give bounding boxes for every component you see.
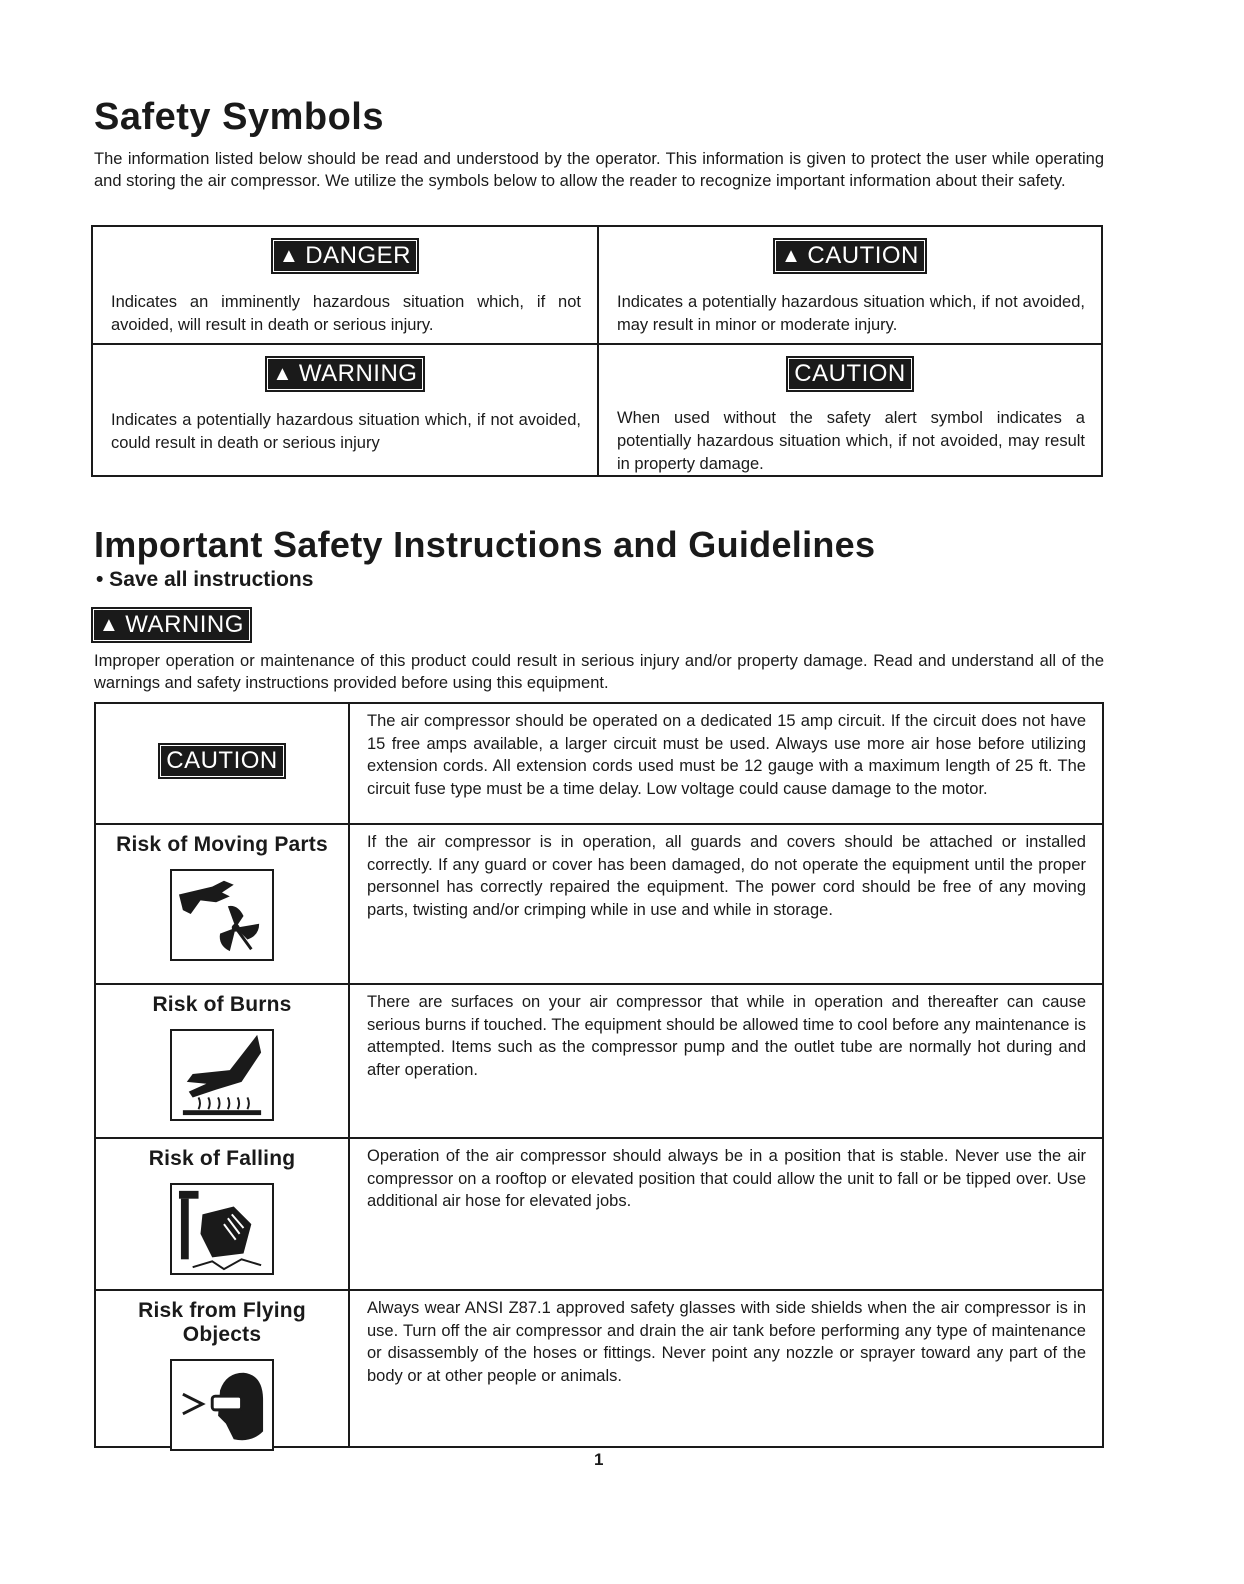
row-label: Risk of Burns [152, 993, 292, 1016]
row-label-cell [96, 825, 350, 983]
table-row [96, 704, 1102, 825]
safety-symbols-intro: The information listed below should be read and understood by the operator. This information is given to protect the user while operating and storing the air compressor. We utilize the symbols below to allow the reader to recognize important information about their safety. [94, 150, 1104, 190]
safety-symbols-title: Safety Symbols [94, 96, 384, 138]
guidelines-warning-badge [94, 610, 249, 640]
row-label-cell [96, 704, 350, 823]
warning-badge [268, 359, 423, 389]
alert-triangle-icon: ▲ [99, 614, 120, 636]
caution-no-symbol-cell [599, 345, 1101, 475]
page-number: 1 [594, 1450, 604, 1469]
safety-glasses-icon [170, 1359, 274, 1451]
warning-description: Indicates a potentially hazardous situation which, if not avoided, could result in death or serious injury [111, 411, 581, 452]
alert-triangle-icon: ▲ [781, 245, 802, 267]
table-row [96, 1139, 1102, 1291]
guidelines-subtitle: • Save all instructions [96, 568, 314, 591]
caution-description: Indicates a potentially hazardous situation which, if not avoided, may result in minor or moderate injury. [617, 293, 1085, 334]
warning-label: WARNING [298, 360, 418, 387]
falling-object-icon [170, 1183, 274, 1275]
row-text: Operation of the air compressor should always be in a position that is stable. Never use the air compressor on a rooftop or elevated position that could allow the unit to fall or be tipped over. Use additional air hose for elevated jobs. [367, 1147, 1086, 1210]
row-text: The air compressor should be operated on a dedicated 15 amp circuit. If the circuit does not have 15 free amps available, a larger circuit must be used. Always use more air hose before utilizing extension cords. All extension cords used must be 12 gauge with a maximum length of 25 ft. The circuit fuse type must be a time delay. Low voltage could cause damage to the motor. [367, 712, 1086, 798]
row-label-cell [96, 1291, 350, 1446]
danger-label: DANGER [305, 242, 411, 269]
guidelines-warning-label: WARNING [125, 611, 244, 638]
caution-label: CAUTION [807, 242, 919, 269]
row-text: Always wear ANSI Z87.1 approved safety glasses with side shields when the air compressor is in use. Turn off the air compressor and drain the air tank before performing any type of maintenance or disassembly of the hoses or fittings. Never point any nozzle or sprayer toward any part of the body or at other people or animals. [367, 1299, 1086, 1385]
caution-plain-badge: CAUTION [161, 746, 283, 776]
alert-triangle-icon: ▲ [272, 363, 293, 385]
table-row [96, 1291, 1102, 1446]
row-label-cell [96, 985, 350, 1137]
hot-surface-icon [170, 1029, 274, 1121]
row-label: Risk from Flying Objects [138, 1299, 306, 1346]
warning-cell [93, 345, 599, 475]
row-label-cell [96, 1139, 350, 1289]
danger-badge [274, 241, 416, 271]
guidelines-table [94, 702, 1104, 1448]
danger-cell [93, 227, 599, 345]
row-label: Risk of Moving Parts [116, 833, 328, 856]
guidelines-warning-badge-wrap [94, 610, 249, 640]
caution-badge [776, 241, 924, 271]
row-label: Risk of Falling [148, 1147, 296, 1170]
guidelines-title: Important Safety Instructions and Guidelines [94, 524, 876, 565]
row-text: There are surfaces on your air compressor that while in operation and thereafter can cause serious burns if touched. The equipment should be allowed time to cool before any maintenance is attempted. Items such as the compressor pump and the outlet tube are normally hot during and after operation. [367, 993, 1086, 1079]
guidelines-warning-text: Improper operation or maintenance of this product could result in serious injury and/or property damage. Read and understand all of the warnings and safety instructions provided before using this equipment. [94, 652, 1104, 692]
caution-no-symbol-description: When used without the safety alert symbol indicates a potentially hazardous situation which, if not avoided, may result in property damage. [617, 409, 1085, 473]
row-text: If the air compressor is in operation, all guards and covers should be attached or installed correctly. If any guard or cover has been damaged, do not operate the equipment until the proper personnel has correctly repaired the equipment. The power cord should be free of any moving parts, twisting and/or crimping while in use and while in storage. [367, 833, 1086, 919]
danger-description: Indicates an imminently hazardous situation which, if not avoided, will result in death or serious injury. [111, 293, 581, 334]
caution-cell [599, 227, 1101, 345]
moving-parts-icon [170, 869, 274, 961]
alert-triangle-icon: ▲ [279, 245, 300, 267]
table-row [96, 825, 1102, 985]
caution-plain-badge: CAUTION [789, 359, 911, 389]
table-row [96, 985, 1102, 1139]
safety-symbols-table [91, 225, 1103, 477]
